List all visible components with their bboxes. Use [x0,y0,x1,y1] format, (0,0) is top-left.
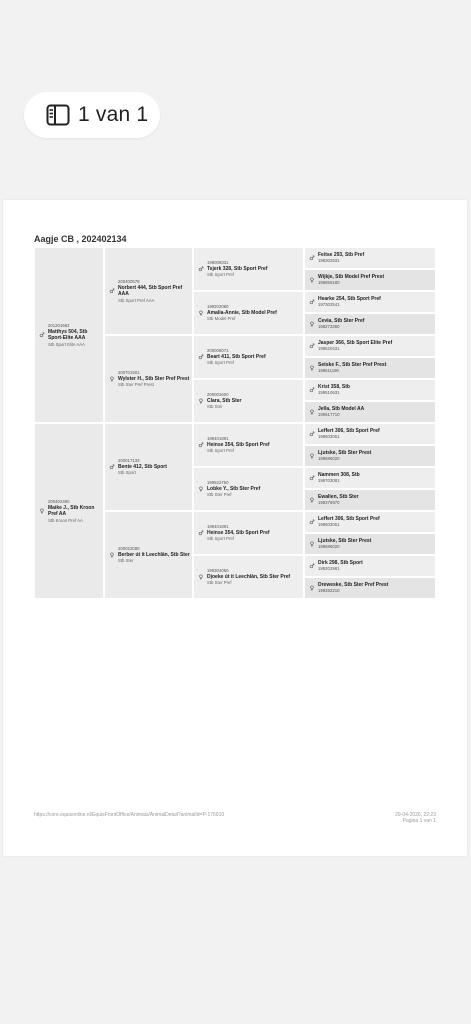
predicate: Stb Kroon Pref AA [48,517,83,523]
registration-number: 201201682 [48,322,70,328]
pedigree-cell-gen3[interactable] [193,335,304,379]
female-icon: ♀ [309,540,315,548]
registration-number: 199517710 [318,412,340,418]
pedigree-cell-gen2[interactable] [104,423,193,511]
horse-name: Norbert 444, Stb Sport Pref AAA [118,284,183,297]
predicate: Stb Sport Pref [207,360,234,366]
male-icon: ♂ [109,287,115,295]
footer-page-number: Pagina 1 van 1 [402,818,436,824]
predicate: Stb Ster Pref [207,580,232,586]
registration-number: 199522750 [207,479,229,485]
predicate: Stb Model Pref [207,316,236,322]
pedigree-cell-gen3[interactable] [193,291,304,335]
horse-name: Nammen 308, Stb [318,471,360,478]
female-icon: ♀ [309,364,315,372]
pedigree-cell-gen4[interactable] [304,555,436,577]
pedigree-cell-gen3[interactable] [193,467,304,511]
horse-name: Krist 358, Stb [318,383,350,390]
registration-number: 199401891 [207,523,229,529]
pedigree-cell-gen4[interactable] [304,313,436,335]
horse-name: Bente 412, Stb Sport [118,463,167,470]
registration-number: 197302541 [318,302,340,308]
pedigree-cell-gen3[interactable] [193,555,304,599]
registration-number: 196855180 [318,280,340,286]
registration-number: 199202080 [207,303,229,309]
predicate: Stb Sport Elite AAA [48,341,86,347]
horse-name: Ljutske, Stb Ster Prest [318,537,372,544]
horse-name: Hearke 254, Stb Sport Pref [318,295,381,302]
horse-name: Heinse 354, Stb Sport Pref [207,529,270,536]
registration-number: 199304050 [207,567,229,573]
male-icon: ♂ [309,562,315,570]
predicate: Stb Sport Pref [207,272,234,278]
horse-name: Matthys 504, Stb Sport-Elite AAA [48,328,88,341]
registration-number: 199008331 [207,259,229,265]
predicate: Stb Sport Pref [207,448,234,454]
registration-number: 198273460 [318,324,340,330]
pedigree-cell-gen1[interactable] [34,423,104,599]
pedigree-cell-gen2[interactable] [104,335,193,423]
pedigree-cell-gen4[interactable] [304,423,436,445]
male-icon: ♂ [198,441,204,449]
pedigree-cell-gen4[interactable] [304,357,436,379]
horse-name: Heinse 354, Stb Sport Pref [207,441,270,448]
registration-number: 198202981 [318,566,340,572]
pedigree-cell-gen4[interactable] [304,467,436,489]
pedigree-cell-gen3[interactable] [193,511,304,555]
female-icon: ♀ [109,375,115,383]
pedigree-cell-gen4[interactable] [304,445,436,467]
horse-name: Ljutske, Stb Ster Prest [318,449,372,456]
pedigree-cell-gen4[interactable] [304,269,436,291]
male-icon: ♂ [39,331,45,339]
pedigree-cell-gen3[interactable] [193,379,304,423]
female-icon: ♀ [198,573,204,581]
pedigree-cell-gen4[interactable] [304,577,436,599]
horse-name: Dreweske, Stb Ster Pref Prest [318,581,389,588]
female-icon: ♀ [109,551,115,559]
horse-name: Setske F., Stb Ster Pref Prest [318,361,387,368]
male-icon: ♂ [309,430,315,438]
pedigree-cell-gen2[interactable] [104,247,193,335]
horse-name: Feitse 293, Stb Pref [318,251,365,258]
male-icon: ♂ [309,518,315,526]
male-icon: ♂ [198,265,204,273]
registration-number: 198511190 [318,368,339,374]
document-page [3,200,467,856]
female-icon: ♀ [198,485,204,493]
sidebar-panel-icon [46,104,70,126]
female-icon: ♀ [309,408,315,416]
horse-name: Cevia, Stb Ster Pref [318,317,365,324]
female-icon: ♀ [309,584,315,592]
registration-number: 200701501 [118,369,140,375]
registration-number: 200400578 [118,278,140,284]
horse-name: Ewalien, Stb Ster [318,493,359,500]
registration-number: 200008071 [207,347,229,353]
female-icon: ♀ [309,320,315,328]
registration-number: 198603061 [318,434,340,440]
registration-number: 200402490 [48,498,70,504]
pedigree-cell-gen3[interactable] [193,247,304,291]
registration-number: 199401891 [207,435,229,441]
pedigree-cell-gen3[interactable] [193,423,304,467]
predicate: Stb Sport Pref [207,536,234,542]
predicate: Stb Ster [118,558,134,564]
female-icon: ♀ [309,276,315,284]
footer-url: https://core.equisonline.nl/EquisFrontOffice/Animals/AnimalDetail?animalId=P-176910 [34,812,225,818]
document-title: Aagje CB , 202402134 [34,234,127,244]
female-icon: ♀ [198,309,204,317]
pedigree-cell-gen4[interactable] [304,379,436,401]
horse-name: Leffert 306, Stb Sport Pref [318,515,380,522]
page-count-pill[interactable] [24,92,160,138]
horse-name: Lobke Y., Stb Ster Pref [207,485,261,492]
male-icon: ♂ [109,463,115,471]
pedigree-cell-gen4[interactable] [304,533,436,555]
predicate: Stb Ster Pref Prest [118,382,154,388]
pedigree-cell-gen4[interactable] [304,247,436,269]
registration-number: 198376970 [318,500,340,506]
footer-meta [395,812,436,824]
predicate: Stb Ster [207,404,223,410]
pedigree-cell-gen4[interactable] [304,511,436,533]
male-icon: ♂ [309,254,315,262]
registration-number: 200022080 [118,545,140,551]
registration-number: 199520431 [318,346,340,352]
registration-number: 199510631 [318,390,340,396]
female-icon: ♀ [309,452,315,460]
horse-name: Leffert 306, Stb Sport Pref [318,427,380,434]
registration-number: 200017133 [118,457,140,463]
female-icon: ♀ [198,397,204,405]
horse-name: Djoeke út it Leechlân, Stb Ster Pref [207,573,291,580]
male-icon: ♂ [309,298,315,306]
registration-number: 200002600 [207,391,229,397]
horse-name: Amalia-Annie, Stb Model Pref [207,309,277,316]
horse-name: Dirk 298, Stb Sport [318,559,363,566]
horse-name: Jella, Stb Model AA [318,405,365,412]
horse-name: Clara, Stb Ster [207,397,242,404]
predicate: Stb Ster Pref [207,492,232,498]
horse-name: Tsjerk 328, Stb Sport Pref [207,265,268,272]
predicate: Stb Sport [118,470,136,476]
male-icon: ♂ [198,353,204,361]
pedigree-table [34,247,436,599]
registration-number: 198686020 [318,544,340,550]
horse-name: Wijkje, Stb Model Pref Prest [318,273,385,280]
female-icon: ♀ [39,507,45,515]
horse-name: Jasper 366, Stb Sport Elite Pref [318,339,393,346]
predicate: Stb Sport Pref AAA [118,297,155,303]
registration-number: 198302931 [318,258,340,264]
pedigree-cell-gen4[interactable] [304,401,436,423]
female-icon: ♀ [309,496,315,504]
horse-name: Maike J., Stb Kroon Pref AA [48,504,95,517]
male-icon: ♂ [309,342,315,350]
pedigree-cell-gen4[interactable] [304,335,436,357]
registration-number: 198703081 [318,478,340,484]
horse-name: Berber út it Leechlân, Stb Ster [118,551,190,558]
horse-name: Beart 411, Stb Sport Pref [207,353,266,360]
registration-number: 198686020 [318,456,340,462]
registration-number: 198282210 [318,588,340,594]
pedigree-cell-gen2[interactable] [104,511,193,599]
horse-name: Wylster H., Stb Ster Pref Prest [118,375,190,382]
pedigree-cell-gen4[interactable] [304,489,436,511]
page-indicator: 1 van 1 [78,103,149,126]
male-icon: ♂ [198,529,204,537]
pedigree-cell-gen4[interactable] [304,291,436,313]
registration-number: 198603061 [318,522,340,528]
pedigree-cell-gen1[interactable] [34,247,104,423]
male-icon: ♂ [309,386,315,394]
male-icon: ♂ [309,474,315,482]
footer-date: 29-04-2026, 22:23 [395,812,436,818]
